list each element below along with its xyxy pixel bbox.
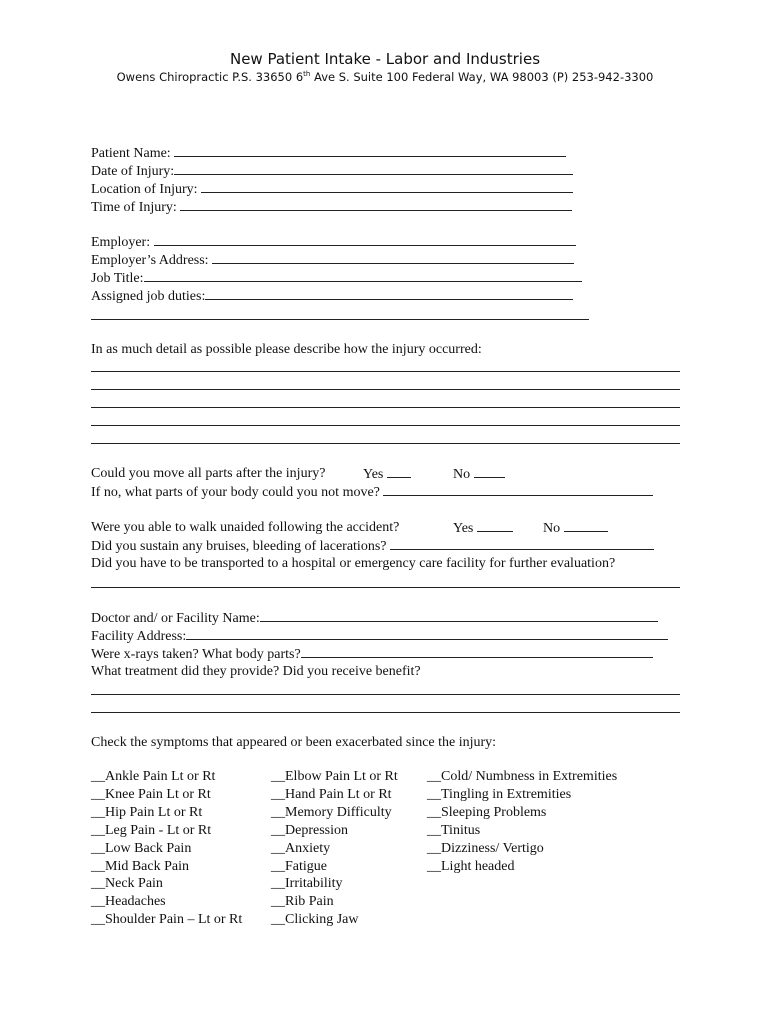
employer-field[interactable] [91,234,576,251]
patient-name-field[interactable] [91,145,566,162]
move-parts-no-line[interactable] [474,466,505,478]
walk-no-label: No [543,521,561,536]
symptom-checkbox-item[interactable]: __Clicking Jaw [271,912,359,928]
employer-line[interactable] [154,234,576,246]
employer-label: Employer: [91,235,154,250]
location-of-injury-label: Location of Injury: [91,182,202,197]
clinic-info-part1: Owens Chiropractic P.S. 33650 6 [116,70,304,84]
symptom-checkbox-item[interactable]: __Hip Pain Lt or Rt [91,804,203,820]
symptom-checkbox-item[interactable]: __Anxiety [271,840,331,856]
job-title-label: Job Title: [91,271,144,286]
walk-unaided-label: Were you able to walk unaided following the accident? [91,520,400,535]
clinic-info-superscript: th [303,70,311,79]
describe-injury-label: In as much detail as possible please describe how the injury occurred: [91,342,482,357]
symptom-checkbox-item[interactable]: __Mid Back Pain [91,858,189,874]
move-parts-no-label: No [453,467,471,482]
symptom-checkbox-item[interactable]: __Knee Pain Lt or Rt [91,786,211,802]
walk-yes-label: Yes [453,521,474,536]
location-of-injury-field[interactable] [91,181,573,198]
symptom-checkbox-item[interactable]: __Shoulder Pain – Lt or Rt [91,912,243,928]
patient-name-label: Patient Name: [91,146,175,161]
facility-address-field[interactable] [91,628,668,645]
bruises-field[interactable] [91,538,654,555]
move-parts-yes[interactable] [363,466,411,483]
which-parts-field[interactable] [91,484,653,501]
symptom-checkbox-item[interactable]: __Headaches [91,894,166,910]
symptom-checkbox-item[interactable]: __Tingling in Extremities [427,786,572,802]
bruises-line[interactable] [390,538,654,550]
symptom-checkbox-item[interactable]: __Fatigue [271,858,327,874]
assigned-duties-label: Assigned job duties: [91,289,206,304]
symptom-checkbox-item[interactable]: __Elbow Pain Lt or Rt [271,769,398,784]
which-parts-label: If no, what parts of your body could you not move? [91,485,384,500]
treatment-line-2[interactable] [91,712,680,713]
describe-line-3[interactable] [91,407,680,408]
symptom-checkbox-item[interactable]: __Neck Pain [91,876,163,892]
symptom-checkbox-item[interactable]: __Ankle Pain Lt or Rt [91,769,216,784]
doctor-label: Doctor and/ or Facility Name: [91,611,260,626]
location-of-injury-line[interactable] [201,181,573,193]
symptom-checkbox-item[interactable]: __Memory Difficulty [271,804,392,820]
describe-line-4[interactable] [91,425,680,426]
move-parts-question [91,466,325,482]
assigned-duties-line[interactable] [205,288,573,300]
describe-line-2[interactable] [91,389,680,390]
symptom-checkbox-item[interactable]: __Hand Pain Lt or Rt [271,786,392,802]
treatment-question: What treatment did they provide? Did you receive benefit? [91,664,421,679]
symptom-checkbox-item[interactable]: __Sleeping Problems [427,804,547,820]
xrays-field[interactable] [91,646,653,663]
walk-yes-line[interactable] [477,520,513,532]
facility-address-label: Facility Address: [91,629,187,644]
describe-line-1[interactable] [91,371,680,372]
which-parts-line[interactable] [383,484,653,496]
date-of-injury-field[interactable] [91,163,573,180]
move-parts-yes-line[interactable] [387,466,411,478]
xrays-label: Were x-rays taken? What body parts? [91,647,301,662]
facility-address-line[interactable] [186,628,668,640]
employer-address-field[interactable] [91,252,574,269]
symptom-checkbox-item[interactable]: __Rib Pain [271,894,334,910]
move-parts-label: Could you move all parts after the injury? [91,466,326,481]
employer-address-label: Employer’s Address: [91,253,213,268]
symptom-checkbox-item[interactable]: __Depression [271,822,348,838]
symptom-checkbox-item[interactable]: __Low Back Pain [91,840,192,856]
time-of-injury-line[interactable] [180,199,572,211]
clinic-info-part2: Ave S. Suite 100 Federal Way, WA 98003 (P) 253-942-3300 [310,70,654,84]
assigned-duties-extra-line[interactable] [91,319,589,320]
walk-no-line[interactable] [564,520,608,532]
symptom-checkbox-item[interactable]: __Light headed [427,858,515,874]
symptom-checkbox-item[interactable]: __Irritability [271,876,343,892]
form-title: New Patient Intake - Labor and Industries [229,50,541,68]
date-of-injury-line[interactable] [174,163,573,175]
symptom-checkbox-item[interactable]: __Leg Pain - Lt or Rt [91,822,212,838]
employer-address-line[interactable] [212,252,574,264]
doctor-line[interactable] [260,610,658,622]
doctor-field[interactable] [91,610,658,627]
symptoms-intro: Check the symptoms that appeared or been exacerbated since the injury: [91,735,497,750]
symptom-checkbox-item[interactable]: __Cold/ Numbness in Extremities [427,769,618,784]
patient-name-line[interactable] [174,145,566,157]
walk-unaided-question [91,520,399,536]
job-title-field[interactable] [91,270,582,287]
xrays-line[interactable] [301,646,653,658]
walk-yes[interactable] [453,520,513,537]
move-parts-yes-label: Yes [363,467,384,482]
assigned-duties-field[interactable] [91,288,573,305]
job-title-line[interactable] [144,270,582,282]
symptom-checkbox-item[interactable]: __Dizziness/ Vertigo [427,840,544,856]
treatment-line-1[interactable] [91,694,680,695]
walk-no[interactable] [543,520,608,537]
time-of-injury-field[interactable] [91,199,572,216]
transported-question: Did you have to be transported to a hospital or emergency care facility for further evaluation? [91,556,616,571]
symptom-checkbox-item[interactable]: __Tinitus [427,822,481,838]
transported-line[interactable] [91,587,680,588]
date-of-injury-label: Date of Injury: [91,164,175,179]
clinic-info [0,70,770,84]
time-of-injury-label: Time of Injury: [91,200,181,215]
move-parts-no[interactable] [453,466,505,483]
describe-line-5[interactable] [91,443,680,444]
bruises-label: Did you sustain any bruises, bleeding of lacerations? [91,539,390,554]
